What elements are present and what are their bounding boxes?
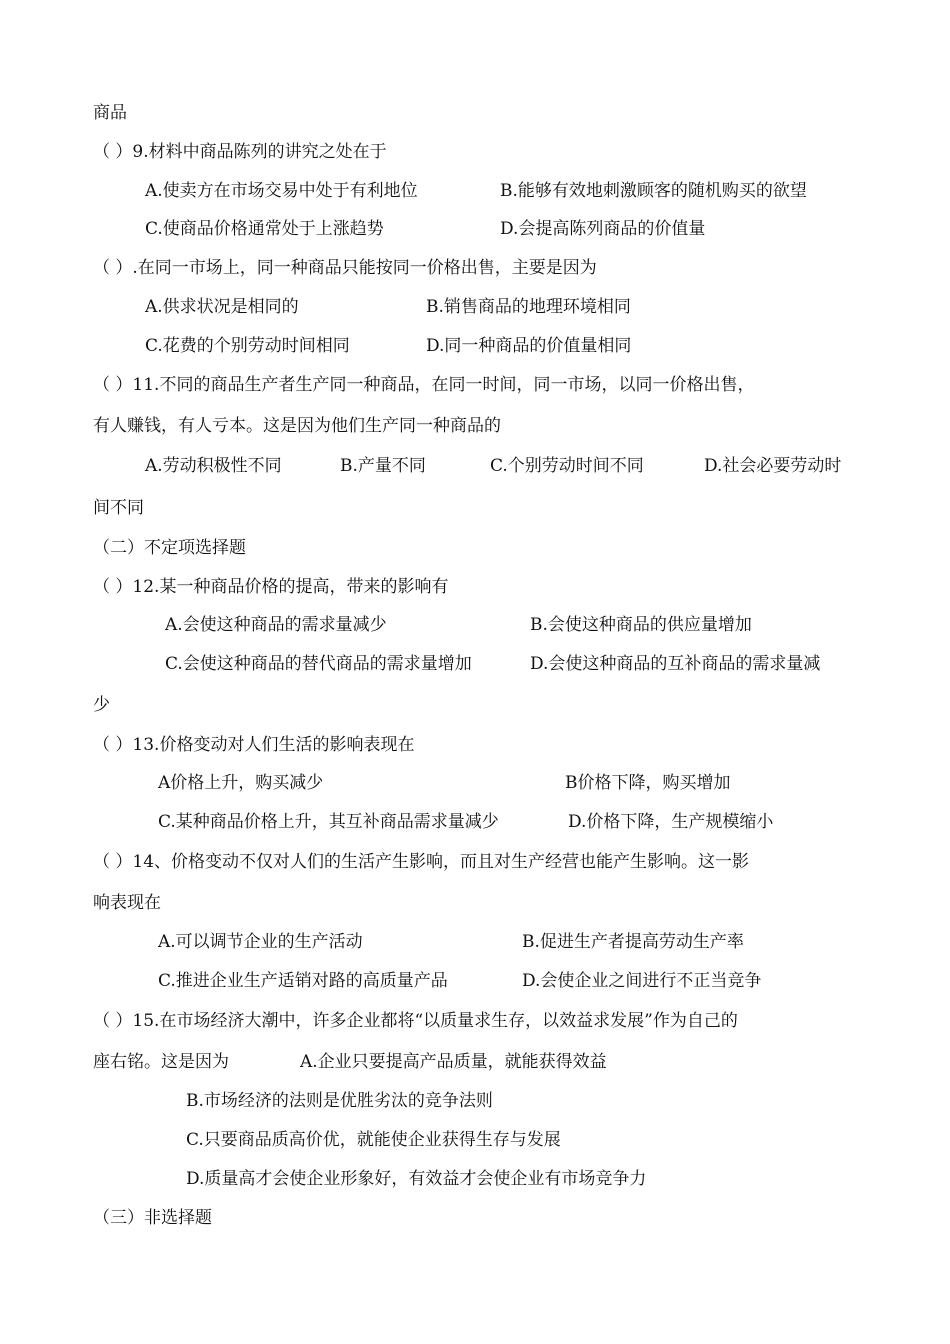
q15-option-a: A.企业只要提高产品质量，就能获得效益 [300, 1052, 607, 1072]
question-15-cont: 座右铭。这是因为 [93, 1052, 229, 1072]
q15-option-d: D.质量高才会使企业形象好，有效益才会使企业有市场竞争力 [186, 1169, 647, 1189]
question-12: （ ）12.某一种商品价格的提高，带来的影响有 [93, 577, 449, 597]
q13-option-a: A价格上升，购买减少 [158, 773, 324, 793]
section-heading-2: （二）不定项选择题 [93, 538, 246, 558]
q13-option-b: B价格下降，购买增加 [565, 773, 731, 793]
q15-option-c: C.只要商品质高价优，就能使企业获得生存与发展 [186, 1130, 561, 1150]
q14-option-d: D.会使企业之间进行不正当竞争 [522, 971, 762, 991]
question-13: （ ）13.价格变动对人们生活的影响表现在 [93, 735, 415, 755]
q11-option-c: C.个别劳动时间不同 [490, 456, 644, 476]
q13-option-d: D.价格下降，生产规模缩小 [568, 812, 774, 832]
q12-option-d-cont: 少 [93, 695, 110, 715]
q9-option-a: A.使卖方在市场交易中处于有利地位 [145, 181, 418, 201]
q10-option-d: D.同一种商品的价值量相同 [426, 336, 632, 356]
q11-option-b: B.产量不同 [340, 456, 426, 476]
q14-option-c: C.推进企业生产适销对路的高质量产品 [158, 971, 448, 991]
q14-option-a: A.可以调节企业的生产活动 [158, 932, 363, 952]
q14-option-b: B.促进生产者提高劳动生产率 [522, 932, 744, 952]
q9-option-c: C.使商品价格通常处于上涨趋势 [145, 219, 384, 239]
q15-option-b: B.市场经济的法则是优胜劣汰的竞争法则 [186, 1091, 493, 1111]
question-14: （ ）14、价格变动不仅对人们的生活产生影响，而且对生产经营也能产生影响。这一影 [93, 852, 750, 872]
question-15: （ ）15.在市场经济大潮中，许多企业都将“以质量求生存，以效益求发展”作为自己的 [93, 1011, 738, 1031]
q10-option-b: B.销售商品的地理环境相同 [426, 297, 631, 317]
q9-option-d: D.会提高陈列商品的价值量 [500, 219, 706, 239]
q10-option-c: C.花费的个别劳动时间相同 [145, 336, 350, 356]
q11-option-d: D.社会必要劳动时 [704, 456, 842, 476]
q13-option-c: C.某种商品价格上升，其互补商品需求量减少 [158, 812, 499, 832]
q12-option-c: C.会使这种商品的替代商品的需求量增加 [165, 654, 472, 674]
continuation-text: 商品 [93, 103, 127, 123]
question-11-cont: 有人赚钱，有人亏本。这是因为他们生产同一种商品的 [93, 416, 501, 436]
q12-option-d: D.会使这种商品的互补商品的需求量减 [530, 654, 821, 674]
q10-option-a: A.供求状况是相同的 [145, 297, 299, 317]
q12-option-a: A.会使这种商品的需求量减少 [165, 615, 387, 635]
question-14-cont: 响表现在 [93, 893, 161, 913]
q11-option-a: A.劳动积极性不同 [145, 456, 282, 476]
question-9: （ ）9.材料中商品陈列的讲究之处在于 [93, 142, 387, 162]
q11-option-d-cont: 间不同 [93, 498, 144, 518]
q9-option-b: B.能够有效地刺激顾客的随机购买的欲望 [500, 181, 807, 201]
question-11: （ ）11.不同的商品生产者生产同一种商品，在同一时间，同一市场，以同一价格出售， [93, 375, 755, 395]
q12-option-b: B.会使这种商品的供应量增加 [530, 615, 752, 635]
section-heading-3: （三）非选择题 [93, 1208, 212, 1228]
question-10: （ ）.在同一市场上，同一种商品只能按同一价格出售，主要是因为 [93, 258, 597, 278]
